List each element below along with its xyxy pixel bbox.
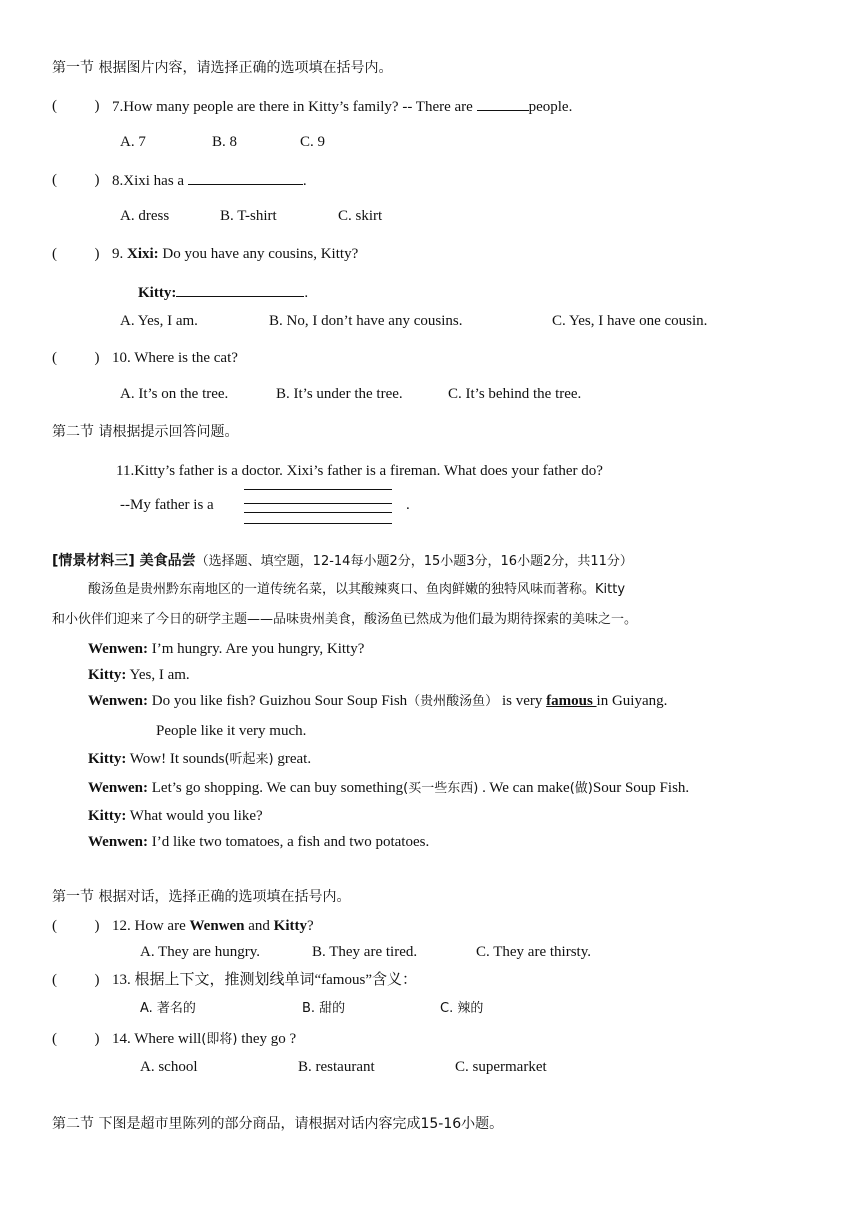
dialogue-line-7 bbox=[88, 832, 429, 852]
dialogue-text: Do you like fish? Guizhou Sour Soup Fish bbox=[148, 693, 408, 709]
speaker: Wenwen: bbox=[88, 693, 148, 709]
dialogue-line-5 bbox=[88, 778, 689, 799]
option-9b: B. No, I don’t have any cousins. bbox=[269, 313, 463, 329]
question-14-gloss: (即将) bbox=[201, 1032, 238, 1047]
material-3-heading bbox=[52, 551, 633, 572]
dialogue-text: great. bbox=[273, 751, 312, 767]
option-13c: C. 辣的 bbox=[440, 1001, 484, 1016]
option-12c: C. They are thirsty. bbox=[476, 944, 591, 960]
question-9 bbox=[112, 244, 358, 264]
option-12b: B. They are tired. bbox=[312, 944, 418, 960]
question-14-text: 14. Where will bbox=[112, 1031, 202, 1047]
question-10-text: 10. Where is the cat? bbox=[112, 350, 238, 366]
question-11-text: 11.Kitty’s father is a doctor. Xixi’s father is a fireman. What does your father do? bbox=[116, 463, 603, 479]
question-7 bbox=[112, 96, 572, 117]
question-9-line1: Do you have any cousins, Kitty? bbox=[158, 246, 359, 262]
option-8c: C. skirt bbox=[338, 208, 383, 224]
answer-paren-q12[interactable]: ( ) bbox=[52, 918, 100, 934]
answer-paren-q10[interactable]: ( ) bbox=[52, 350, 100, 366]
answer-line-bottom bbox=[244, 523, 392, 524]
option-8b: B. T-shirt bbox=[220, 208, 277, 224]
blank-q9[interactable] bbox=[176, 282, 304, 297]
option-9c: C. Yes, I have one cousin. bbox=[552, 313, 708, 329]
question-12-text: 12. How are bbox=[112, 918, 190, 934]
dialogue-text: I’m hungry. Are you hungry, Kitty? bbox=[148, 641, 365, 657]
dialogue-line-2 bbox=[88, 665, 190, 685]
question-9-answer-line bbox=[138, 282, 308, 303]
question-11-after: . bbox=[406, 497, 410, 513]
intro-line-2: 和小伙伴们迎来了今日的研学主题——品味贵州美食，酸汤鱼已然成为他们最为期待探索的美味之一。 bbox=[52, 612, 638, 627]
dialogue-line-3 bbox=[88, 691, 667, 712]
material-3-bracket: [情景材料三] bbox=[52, 553, 135, 569]
speaker-xixi: Xixi: bbox=[127, 246, 159, 262]
dialogue-text: Yes, I am. bbox=[126, 667, 190, 683]
dialogue-text: in Guiyang. bbox=[596, 693, 668, 709]
option-10a: A. It’s on the tree. bbox=[120, 386, 229, 402]
question-9-num: 9. bbox=[112, 246, 127, 262]
question-9-after: . bbox=[304, 285, 309, 301]
option-10b: B. It’s under the tree. bbox=[276, 386, 403, 402]
dialogue-line-6 bbox=[88, 806, 263, 826]
name-wenwen: Wenwen bbox=[189, 918, 245, 934]
speaker: Kitty: bbox=[88, 808, 127, 824]
option-14b: B. restaurant bbox=[298, 1059, 375, 1075]
question-7-after: people. bbox=[528, 99, 573, 115]
dialogue-line-1 bbox=[88, 639, 364, 659]
section-title-3: 第一节 根据对话，选择正确的选项填在括号内。 bbox=[52, 889, 351, 905]
option-12a: A. They are hungry. bbox=[140, 944, 260, 960]
dialogue-text: is very bbox=[498, 693, 547, 709]
speaker: Wenwen: bbox=[88, 834, 148, 850]
question-11-prefix: --My father is a bbox=[120, 497, 214, 513]
intro-line-1: 酸汤鱼是贵州黔东南地区的一道传统名菜，以其酸辣爽口、鱼肉鲜嫩的独特风味而著称。Kitty bbox=[88, 582, 626, 597]
option-14a: A. school bbox=[140, 1059, 198, 1075]
answer-paren-q13[interactable]: ( ) bbox=[52, 972, 100, 988]
dialogue-text: Wow! It sounds bbox=[126, 751, 225, 767]
dialogue-text: I’d like two tomatoes, a fish and two potatoes. bbox=[148, 834, 430, 850]
answer-line-main[interactable] bbox=[244, 512, 392, 513]
question-12-end: ? bbox=[307, 918, 314, 934]
question-7-text: 7.How many people are there in Kitty’s family? -- There are bbox=[112, 99, 477, 115]
section-title-1: 第一节 根据图片内容，请选择正确的选项填在括号内。 bbox=[52, 60, 393, 76]
option-7a: A. 7 bbox=[120, 134, 146, 150]
material-3-title: 美食品尝 bbox=[134, 553, 196, 569]
name-kitty: Kitty bbox=[273, 918, 307, 934]
question-12 bbox=[112, 916, 314, 936]
answer-paren-q8[interactable]: ( ) bbox=[52, 172, 100, 188]
blank-q8[interactable] bbox=[188, 170, 303, 185]
speaker-kitty: Kitty: bbox=[138, 285, 177, 301]
option-14c: C. supermarket bbox=[455, 1059, 547, 1075]
question-12-mid: and bbox=[244, 918, 274, 934]
question-14-end: they go ? bbox=[237, 1031, 297, 1047]
answer-paren-q14[interactable]: ( ) bbox=[52, 1031, 100, 1047]
dialogue-line-3-cont: People like it very much. bbox=[156, 723, 307, 739]
answer-paren-q7[interactable]: ( ) bbox=[52, 98, 100, 114]
question-8 bbox=[112, 170, 307, 191]
dialogue-gloss: (买一些东西) bbox=[403, 781, 479, 796]
material-3-note: （选择题、填空题，12-14每小题2分，15小题3分，16小题2分，共11分） bbox=[195, 554, 633, 569]
answer-line-mid bbox=[244, 503, 392, 504]
dialogue-text: . We can make bbox=[478, 780, 570, 796]
speaker: Wenwen: bbox=[88, 641, 148, 657]
speaker: Kitty: bbox=[88, 667, 127, 683]
question-14 bbox=[112, 1029, 296, 1050]
section-title-2: 第二节 请根据提示回答问题。 bbox=[52, 424, 239, 440]
dialogue-gloss: （贵州酸汤鱼） bbox=[407, 694, 499, 709]
dialogue-gloss: (做) bbox=[569, 781, 593, 796]
dialogue-text: Sour Soup Fish. bbox=[592, 780, 690, 796]
dialogue-gloss: (听起来) bbox=[224, 752, 274, 767]
section-title-4: 第二节 下图是超市里陈列的部分商品，请根据对话内容完成15-16小题。 bbox=[52, 1116, 504, 1132]
dialogue-text: What would you like? bbox=[126, 808, 263, 824]
option-7c: C. 9 bbox=[300, 134, 326, 150]
answer-paren-q9[interactable]: ( ) bbox=[52, 246, 100, 262]
answer-line-top bbox=[244, 489, 392, 490]
option-13b: B. 甜的 bbox=[302, 1001, 346, 1016]
question-8-text: 8.Xixi has a bbox=[112, 173, 188, 189]
option-8a: A. dress bbox=[120, 208, 170, 224]
option-10c: C. It’s behind the tree. bbox=[448, 386, 582, 402]
option-7b: B. 8 bbox=[212, 134, 238, 150]
option-9a: A. Yes, I am. bbox=[120, 313, 198, 329]
question-13-text: 13. 根据上下文，推测划线单词“famous”含义： bbox=[112, 972, 417, 988]
blank-q7[interactable] bbox=[477, 96, 529, 111]
dialogue-line-4 bbox=[88, 749, 311, 770]
option-13a: A. 著名的 bbox=[140, 1001, 196, 1016]
speaker: Kitty: bbox=[88, 751, 127, 767]
dialogue-text: Let’s go shopping. We can buy something bbox=[148, 780, 404, 796]
speaker: Wenwen: bbox=[88, 780, 148, 796]
question-8-after: . bbox=[302, 173, 307, 189]
underlined-word-famous: famous bbox=[546, 693, 597, 709]
